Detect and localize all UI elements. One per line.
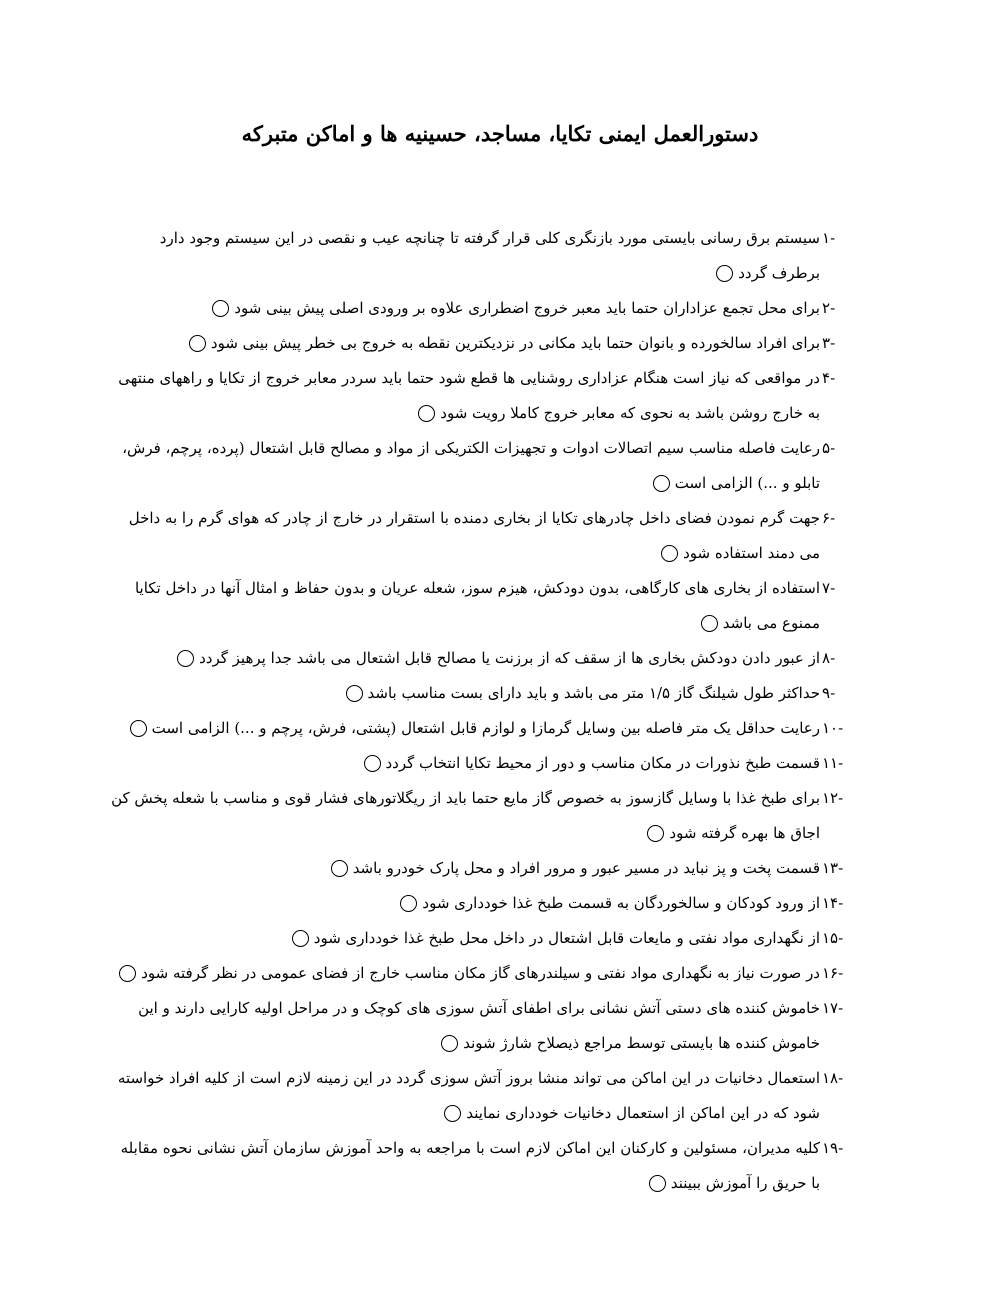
list-item: [110, 781, 856, 851]
item-number: -۱۵: [822, 929, 844, 947]
list-item: [110, 641, 856, 676]
item-text: در صورت نیاز به نگهداری مواد نفتی و سیلندرهای گاز مکان مناسب خارج از فضای عمومی در نظر گرفته شود: [141, 964, 820, 982]
list-item: [110, 291, 856, 326]
page-title: دستورالعمل ایمنی تکایا، مساجد، حسینیه ها و اماکن متبرکه: [241, 121, 759, 146]
item-text: رعایت فاصله مناسب سیم اتصالات ادوات و تجهیزات الکتریکی از مواد و مصالح قابل اشتعال (پرده، پرچم، فرش، تابلو و ...) الزامی است: [122, 439, 820, 492]
check-circle-icon[interactable]: [177, 650, 194, 667]
check-circle-icon[interactable]: [418, 405, 435, 422]
item-text: قسمت طبخ نذورات در مکان مناسب و دور از محیط تکایا انتخاب گردد: [385, 754, 820, 772]
check-circle-icon[interactable]: [701, 615, 718, 632]
list-item: [110, 746, 856, 781]
item-number: -۹: [822, 684, 836, 702]
check-circle-icon[interactable]: [212, 300, 229, 317]
item-text: از عبور دادن دودکش بخاری ها از سقف که از برزنت یا مصالح قابل اشتعال می باشد جدا پرهیز گردد: [199, 649, 820, 667]
list-item: [110, 221, 856, 291]
item-number: -۱۹: [822, 1139, 844, 1157]
item-text: خاموش کننده های دستی آتش نشانی برای اطفای آتش سوزی های کوچک و در مراحل اولیه کارایی دارند و این خاموش کننده ها بایستی توسط مراجع ذیصلاح شارژ شوند: [138, 999, 820, 1052]
list-item: [110, 1061, 856, 1131]
list-item: [110, 361, 856, 431]
check-circle-icon[interactable]: [649, 1175, 666, 1192]
item-number: -۱۳: [822, 859, 844, 877]
list-item: [110, 501, 856, 571]
item-text: برای افراد سالخورده و بانوان حتما باید مکانی در نزدیکترین نقطه به خروج بی خطر پیش بینی شود: [210, 334, 820, 352]
check-circle-icon[interactable]: [647, 825, 664, 842]
check-circle-icon[interactable]: [119, 965, 136, 982]
item-number: -۱۲: [822, 789, 844, 807]
item-number: -۱۰: [822, 719, 844, 737]
item-text: از نگهداری مواد نفتی و مایعات قابل اشتعال در داخل محل طبخ غذا خودداری شود: [313, 929, 820, 947]
item-text: برای محل تجمع عزاداران حتما باید معبر خروج اضطراری علاوه بر ورودی اصلی پیش بینی شود: [234, 299, 820, 317]
item-text: جهت گرم نمودن فضای داخل چادرهای تکایا از بخاری دمنده با استقرار در خارج از چادر که هوای گرم را به داخل می دمند استفاده شود: [128, 509, 820, 562]
item-number: -۱۶: [822, 964, 844, 982]
item-number: -۱۱: [822, 754, 844, 772]
check-circle-icon[interactable]: [716, 265, 733, 282]
item-text: کلیه مدیران، مسئولین و کارکنان این اماکن لازم است با مراجعه به واحد آموزش سازمان آتش نشانی نحوه مقابله با حریق را آموزش ببینند: [120, 1139, 820, 1192]
item-text: حداکثر طول شیلنگ گاز ۱/۵ متر می باشد و باید دارای بست مناسب باشد: [367, 684, 820, 702]
check-circle-icon[interactable]: [292, 930, 309, 947]
list-item: [110, 676, 856, 711]
item-number: -۶: [822, 509, 836, 527]
list-item: [110, 571, 856, 641]
list-item: [110, 431, 856, 501]
item-text: استعمال دخانیات در این اماکن می تواند منشا بروز آتش سوزی گردد در این زمینه لازم است از کلیه افراد خواسته شود که در این اماکن از استعمال دخانیات خودداری نمایند: [117, 1069, 820, 1122]
check-circle-icon[interactable]: [661, 545, 678, 562]
list-item: [110, 851, 856, 886]
check-circle-icon[interactable]: [441, 1035, 458, 1052]
list-item: [110, 326, 856, 361]
check-circle-icon[interactable]: [653, 475, 670, 492]
check-circle-icon[interactable]: [346, 685, 363, 702]
item-number: -۱۸: [822, 1069, 844, 1087]
list-item: [110, 921, 856, 956]
item-text: از ورود کودکان و سالخوردگان به قسمت طبخ غذا خودداری شود: [422, 894, 820, 912]
item-text: سیستم برق رسانی بایستی مورد بازنگری کلی قرار گرفته تا چنانچه عیب و نقصی در این سیستم وجود دارد برطرف گردد: [159, 229, 820, 282]
item-text: استفاده از بخاری های کارگاهی، بدون دودکش، هیزم سوز، شعله عریان و بدون حفاظ و امثال آنها در داخل تکایا ممنوع می باشد: [134, 579, 820, 632]
item-text: قسمت پخت و پز نباید در مسیر عبور و مرور افراد و محل پارک خودرو باشد: [352, 859, 820, 877]
check-circle-icon[interactable]: [130, 720, 147, 737]
check-circle-icon[interactable]: [364, 755, 381, 772]
item-number: -۱۴: [822, 894, 844, 912]
list-item: [110, 991, 856, 1061]
item-text: برای طبخ غذا با وسایل گازسوز به خصوص گاز مایع حتما باید از ریگلاتورهای فشار قوی و مناسب با شعله پخش کن اجاق ها بهره گرفته شود: [111, 789, 820, 842]
list-item: [110, 956, 856, 991]
list-item: [110, 1131, 856, 1201]
safety-checklist: [110, 221, 856, 1201]
check-circle-icon[interactable]: [400, 895, 417, 912]
list-item: [110, 711, 856, 746]
check-circle-icon[interactable]: [444, 1105, 461, 1122]
item-text: رعایت حداقل یک متر فاصله بین وسایل گرمازا و لوازم قابل اشتعال (پشتی، فرش، پرچم و ...) الزامی است: [151, 719, 820, 737]
item-number: -۸: [822, 649, 836, 667]
check-circle-icon[interactable]: [189, 335, 206, 352]
list-item: [110, 886, 856, 921]
item-number: -۱۷: [822, 999, 844, 1017]
item-number: -۱: [822, 229, 836, 247]
check-circle-icon[interactable]: [331, 860, 348, 877]
item-number: -۴: [822, 369, 836, 387]
item-number: -۵: [822, 439, 836, 457]
item-number: -۷: [822, 579, 836, 597]
item-number: -۲: [822, 299, 836, 317]
item-number: -۳: [822, 334, 836, 352]
item-text: در مواقعی که نیاز است هنگام عزاداری روشنایی ها قطع شود حتما باید سردر معابر خروج از تکایا و راههای منتهی به خارج روشن باشد به نحوی که معابر خروج کاملا رویت شود: [118, 369, 820, 422]
